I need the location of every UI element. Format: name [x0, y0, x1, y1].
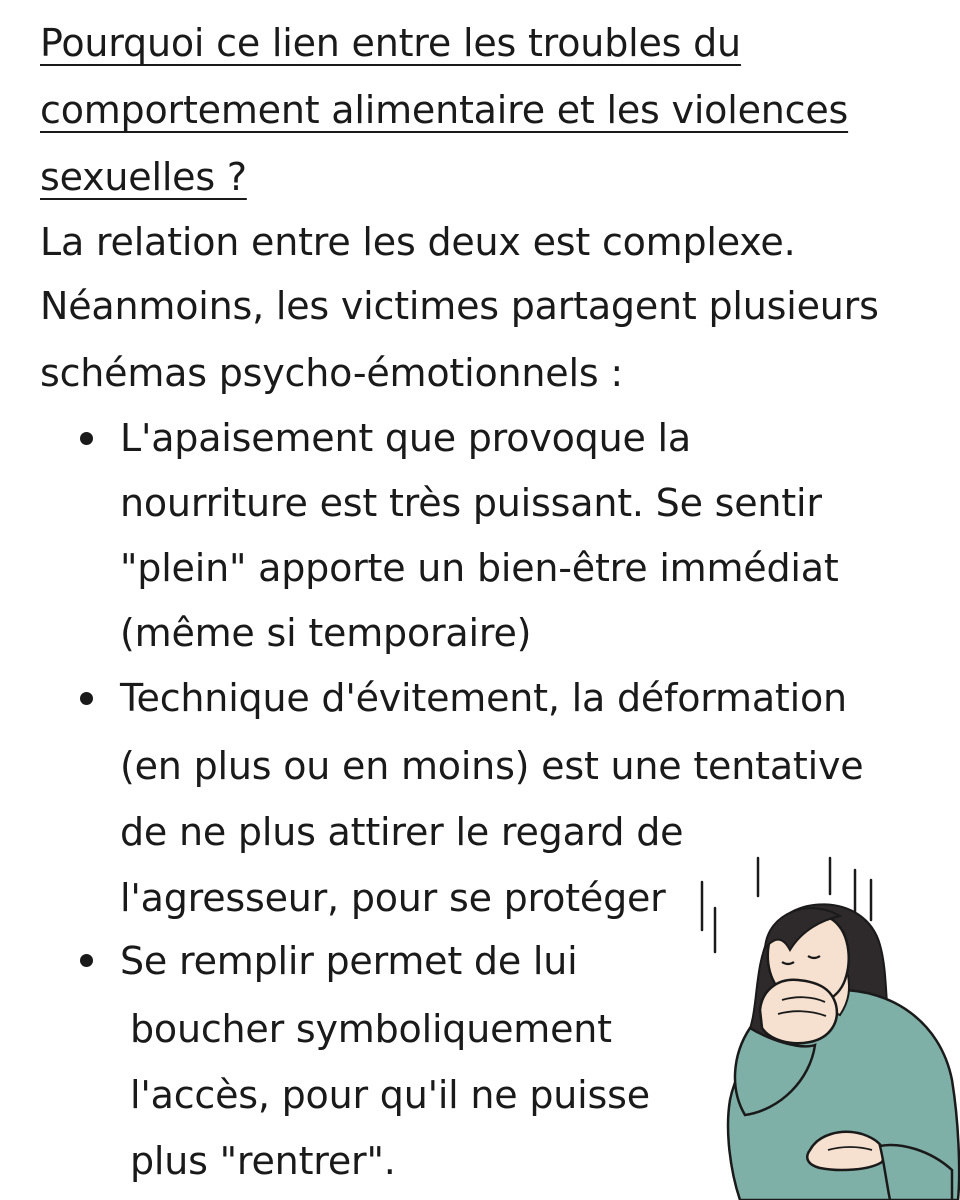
intro-line-3: schémas psycho-émotionnels :	[40, 351, 623, 395]
bullet-dot-2	[80, 692, 93, 705]
title-line-3: sexuelles ?	[40, 155, 247, 199]
bullet-3-line-3: l'accès, pour qu'il ne puisse	[130, 1073, 650, 1117]
bullet-2-line-1: Technique d'évitement, la déformation	[120, 676, 847, 720]
bullet-3-line-4: plus "rentrer".	[130, 1139, 396, 1183]
bullet-1-line-3: "plein" apporte un bien-être immédiat	[120, 546, 839, 590]
bullet-dot-3	[80, 954, 93, 967]
bullet-1-line-2: nourriture est très puissant. Se sentir	[120, 481, 822, 525]
bullet-1-line-4: (même si temporaire)	[120, 611, 532, 655]
bullet-3-line-2: boucher symboliquement	[130, 1007, 612, 1051]
bullet-2-line-2: (en plus ou en moins) est une tentative	[120, 744, 864, 788]
bullet-dot-1	[80, 432, 93, 445]
bullet-3-line-1: Se remplir permet de lui	[120, 939, 578, 983]
title-line-1: Pourquoi ce lien entre les troubles du	[40, 21, 741, 65]
nauseous-woman-illustration	[690, 850, 960, 1200]
intro-line-1: La relation entre les deux est complexe.	[40, 220, 796, 264]
title-line-2: comportement alimentaire et les violences	[40, 88, 849, 132]
intro-line-2: Néanmoins, les victimes partagent plusieurs	[40, 284, 879, 328]
bullet-2-line-4: l'agresseur, pour se protéger	[120, 876, 666, 920]
bullet-2-line-3: de ne plus attirer le regard de	[120, 810, 684, 854]
bullet-1-line-1: L'apaisement que provoque la	[120, 416, 691, 460]
